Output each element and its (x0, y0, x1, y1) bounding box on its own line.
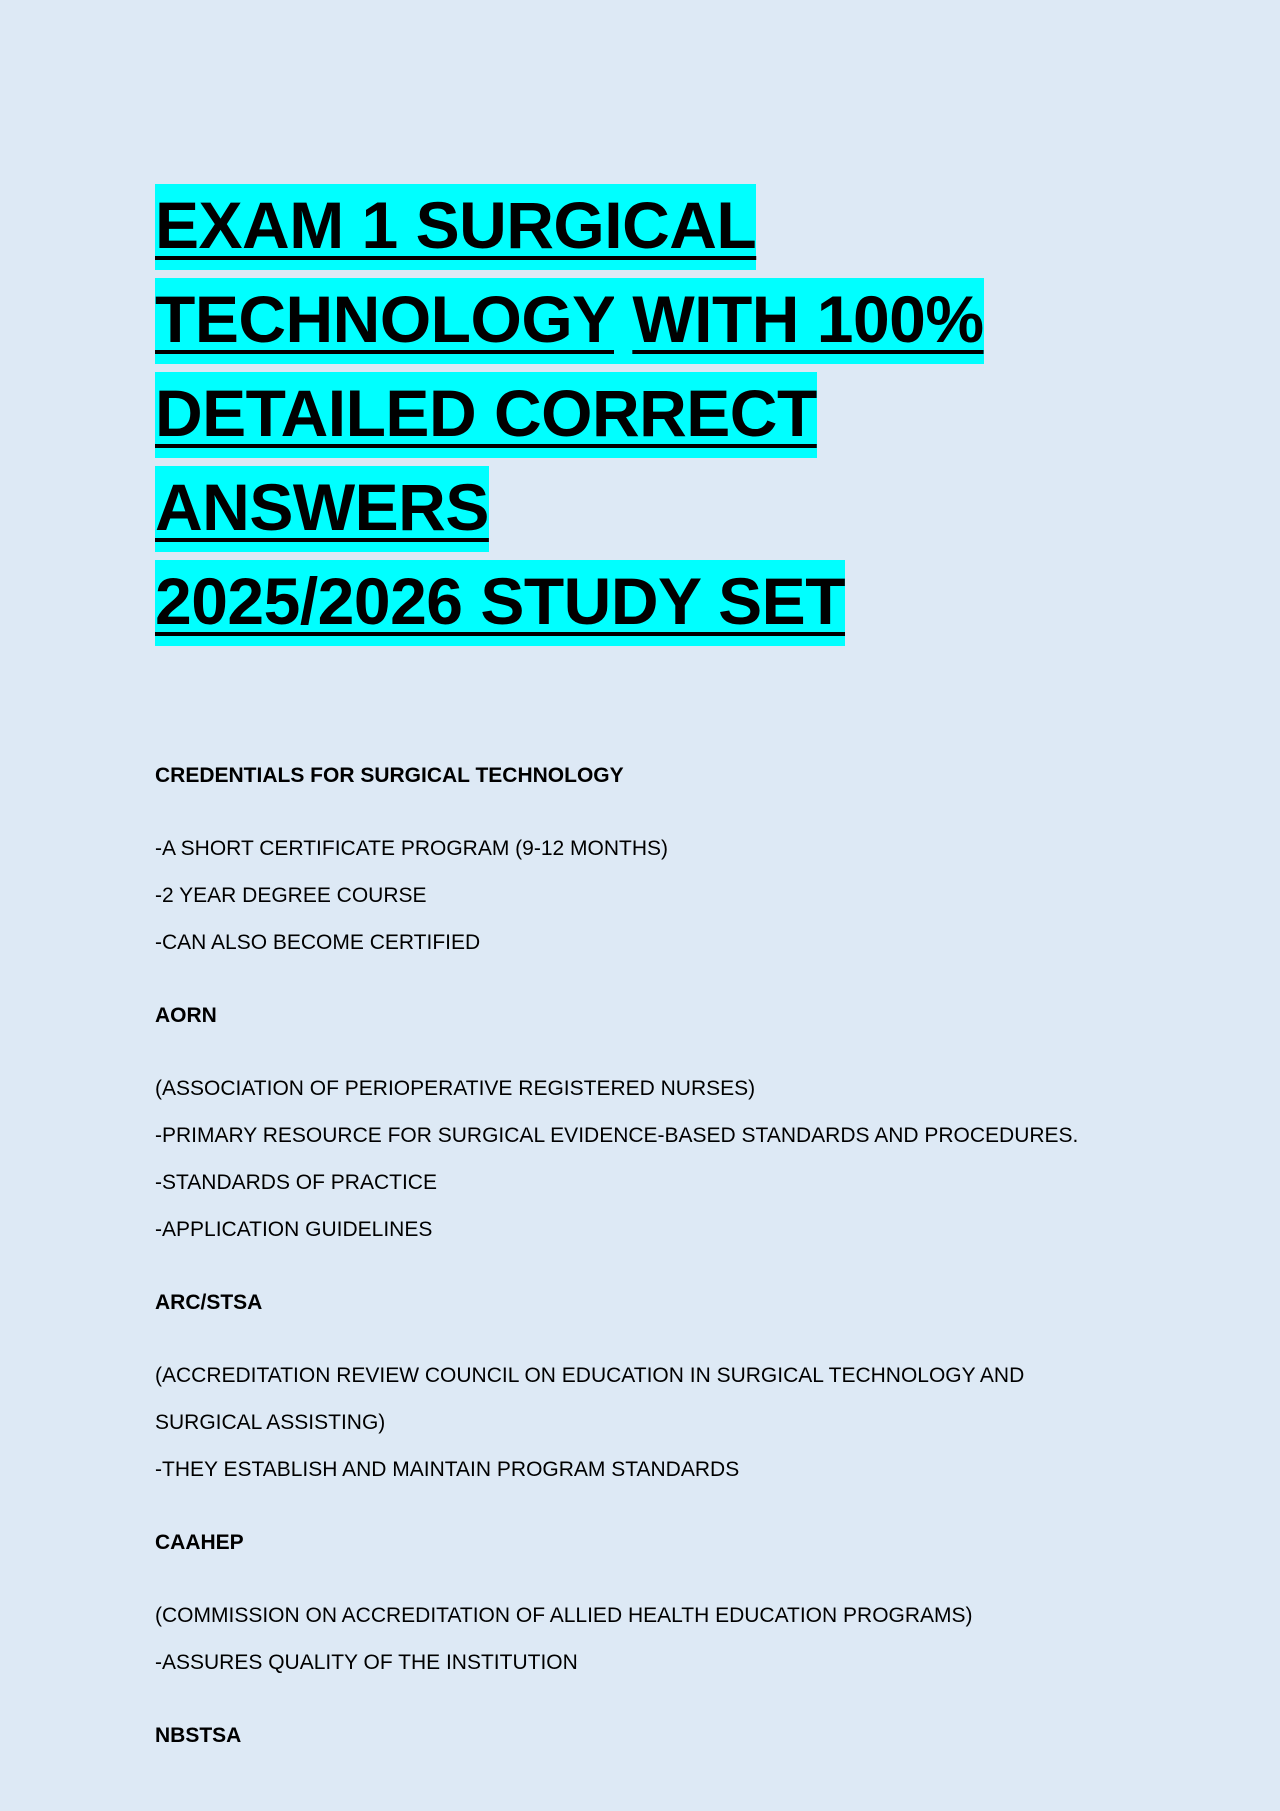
definition-line: (ASSOCIATION OF PERIOPERATIVE REGISTERED NURSES) (155, 1077, 756, 1100)
document-title (155, 178, 1155, 648)
title-segment (614, 278, 632, 364)
definition-line: -A SHORT CERTIFICATE PROGRAM (9-12 MONTHS) (155, 837, 669, 860)
section-term: CREDENTIALS FOR SURGICAL TECHNOLOGY (155, 764, 624, 787)
definition-line: -2 YEAR DEGREE COURSE (155, 884, 427, 907)
section-term: CAAHEP (155, 1531, 244, 1554)
definition-line: (ACCREDITATION REVIEW COUNCIL ON EDUCATION IN SURGICAL TECHNOLOGY AND (155, 1364, 1025, 1387)
title-segment: WITH 100% (632, 278, 983, 364)
study-section (155, 752, 1155, 966)
section-term: NBSTSA (155, 1724, 242, 1747)
study-section (155, 1279, 1155, 1493)
document-page (155, 178, 1155, 1759)
section-term: ARC/STSA (155, 1291, 263, 1314)
study-section (155, 1519, 1155, 1686)
definition-line: (COMMISSION ON ACCREDITATION OF ALLIED HEALTH EDUCATION PROGRAMS) (155, 1604, 973, 1627)
title-line (155, 272, 1155, 366)
section-term: AORN (155, 1004, 217, 1027)
definition-line: -PRIMARY RESOURCE FOR SURGICAL EVIDENCE-BASED STANDARDS AND PROCEDURES. (155, 1124, 1079, 1147)
section-definition (155, 1592, 1155, 1686)
section-definition (155, 1352, 1155, 1493)
study-section (155, 1712, 1155, 1759)
definition-line: -STANDARDS OF PRACTICE (155, 1171, 437, 1194)
definition-line: -ASSURES QUALITY OF THE INSTITUTION (155, 1651, 578, 1674)
definition-line: -THEY ESTABLISH AND MAINTAIN PROGRAM STANDARDS (155, 1458, 740, 1481)
title-line (155, 554, 1155, 648)
definition-line: -CAN ALSO BECOME CERTIFIED (155, 931, 481, 954)
title-segment: TECHNOLOGY (155, 278, 614, 364)
title-segment: EXAM 1 SURGICAL (155, 184, 756, 270)
definition-line: SURGICAL ASSISTING) (155, 1411, 386, 1434)
title-line (155, 366, 1155, 554)
section-definition (155, 1065, 1155, 1253)
study-sections (155, 752, 1155, 1759)
title-segment: DETAILED CORRECT ANSWERS (155, 372, 817, 552)
definition-line: -APPLICATION GUIDELINES (155, 1218, 433, 1241)
section-definition (155, 825, 1155, 966)
title-line (155, 178, 1155, 272)
study-section (155, 992, 1155, 1253)
title-segment: 2025/2026 STUDY SET (155, 560, 845, 646)
